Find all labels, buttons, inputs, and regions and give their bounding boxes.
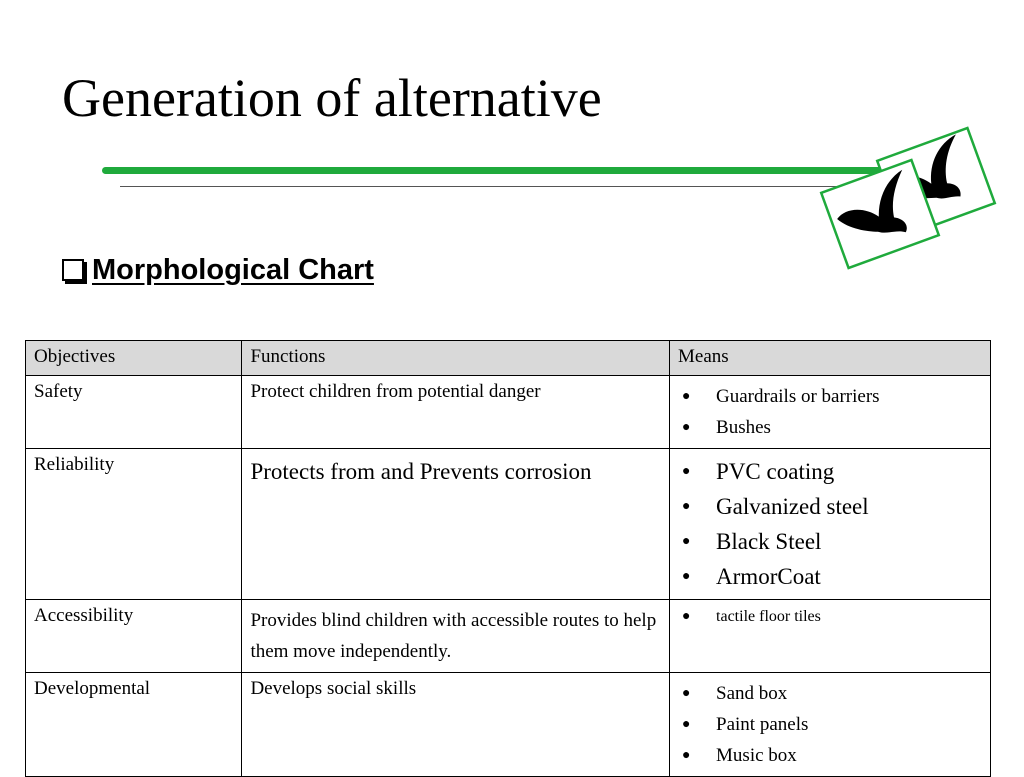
list-item: ● ArmorCoat xyxy=(678,559,982,594)
objective-cell: Reliability xyxy=(26,449,242,600)
function-cell: Provides blind children with accessible routes to help them move independently. xyxy=(242,600,670,673)
header-means: Means xyxy=(670,341,991,376)
section-heading xyxy=(62,250,374,290)
function-cell: Protect children from potential danger xyxy=(242,376,670,449)
list-item: ● Music box xyxy=(678,740,982,771)
objective-cell: Developmental xyxy=(26,673,242,777)
function-cell: Develops social skills xyxy=(242,673,670,777)
slide-title: Generation of alternative xyxy=(62,68,602,128)
list-item: ● PVC coating xyxy=(678,454,982,489)
list-item: ● Galvanized steel xyxy=(678,489,982,524)
means-cell xyxy=(670,376,991,449)
birds-logo-icon xyxy=(818,110,998,270)
means-cell xyxy=(670,600,991,673)
checkbox-bullet-icon xyxy=(62,259,84,281)
title-underline-green xyxy=(102,167,902,174)
table-row xyxy=(26,449,991,600)
table-row xyxy=(26,376,991,449)
list-item: ● Guardrails or barriers xyxy=(678,381,982,412)
bullet-icon: ● xyxy=(682,609,691,624)
list-item: ● Sand box xyxy=(678,678,982,709)
bullet-icon: ● xyxy=(682,389,691,404)
section-heading-text: Morphological Chart xyxy=(92,254,374,286)
function-cell: Protects from and Prevents corrosion xyxy=(242,449,670,600)
header-objectives: Objectives xyxy=(26,341,242,376)
bullet-icon: ● xyxy=(682,534,691,549)
list-item: ● tactile floor tiles xyxy=(678,605,982,629)
bullet-icon: ● xyxy=(682,748,691,763)
morphological-chart-table xyxy=(25,340,991,777)
list-item: ● Bushes xyxy=(678,412,982,443)
bullet-icon: ● xyxy=(682,686,691,701)
bullet-icon: ● xyxy=(682,499,691,514)
list-item: ● Black Steel xyxy=(678,524,982,559)
list-item: ● Paint panels xyxy=(678,709,982,740)
header-functions: Functions xyxy=(242,341,670,376)
bullet-icon: ● xyxy=(682,569,691,584)
table-header-row xyxy=(26,341,991,376)
bullet-icon: ● xyxy=(682,420,691,435)
means-cell xyxy=(670,673,991,777)
bullet-icon: ● xyxy=(682,717,691,732)
table-row xyxy=(26,673,991,777)
table-row xyxy=(26,600,991,673)
objective-cell: Safety xyxy=(26,376,242,449)
objective-cell: Accessibility xyxy=(26,600,242,673)
means-cell xyxy=(670,449,991,600)
bullet-icon: ● xyxy=(682,464,691,479)
